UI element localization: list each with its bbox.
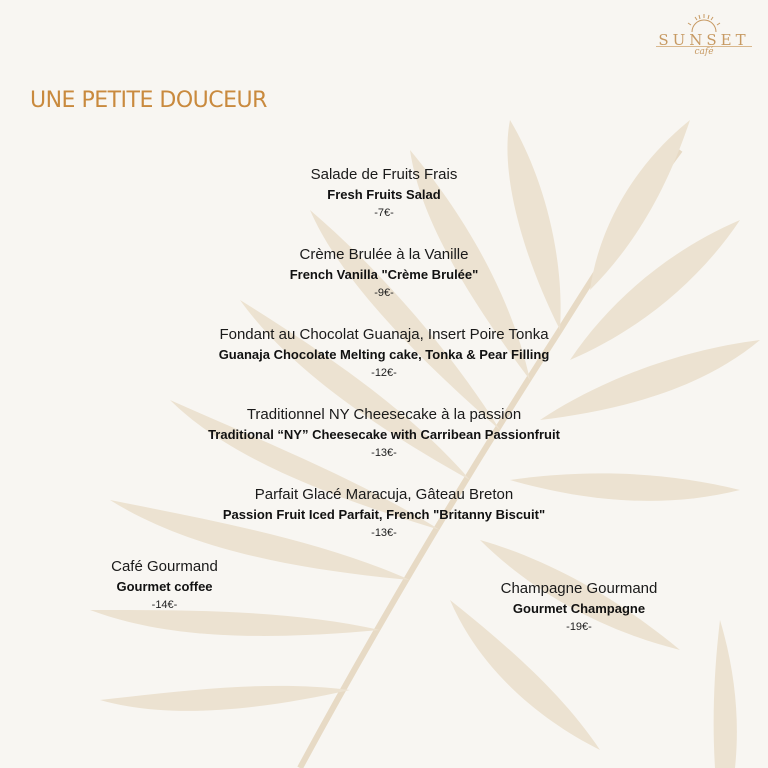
item-name-fr: Salade de Fruits Frais xyxy=(310,166,458,183)
item-name-en: Gourmet Champagne xyxy=(512,601,646,616)
item-name-fr: Fondant au Chocolat Guanaja, Insert Poire Tonka xyxy=(219,326,549,343)
brand-logo xyxy=(654,12,754,72)
menu-item xyxy=(0,164,768,222)
item-price: -9€- xyxy=(374,287,394,299)
item-name-en: Guanaja Chocolate Melting cake, Tonka & Pear Filling xyxy=(218,347,550,362)
brand-name: SUNSET xyxy=(658,31,750,49)
side-menu-items xyxy=(0,556,768,633)
item-price: -14€- xyxy=(151,599,178,611)
menu-item xyxy=(0,324,768,382)
menu-item-champagne-gourmand xyxy=(484,578,674,636)
item-price: -13€- xyxy=(371,447,397,459)
menu-item xyxy=(0,404,768,462)
item-name-fr: Café Gourmand xyxy=(111,558,218,575)
item-price: -12€- xyxy=(371,367,397,379)
menu-item xyxy=(0,244,768,302)
item-name-en: Gourmet coffee xyxy=(116,579,213,594)
item-name-en: Passion Fruit Iced Parfait, French "Britanny Biscuit" xyxy=(222,507,546,522)
menu-item-cafe-gourmand xyxy=(92,556,237,614)
item-name-en: Fresh Fruits Salad xyxy=(327,187,441,202)
item-price: -7€- xyxy=(374,207,394,219)
item-price: -19€- xyxy=(566,621,592,633)
menu-item xyxy=(0,484,768,542)
item-name-en: Traditional “NY” Cheesecake with Carribean Passionfruit xyxy=(208,427,560,442)
item-price: -13€- xyxy=(371,527,397,539)
brand-subtitle: café xyxy=(656,46,752,57)
sun-icon xyxy=(684,12,724,32)
item-name-en: French Vanilla "Crème Brulée" xyxy=(289,267,479,282)
item-name-fr: Crème Brulée à la Vanille xyxy=(299,246,469,263)
menu-list xyxy=(0,164,768,542)
item-name-fr: Champagne Gourmand xyxy=(500,580,658,597)
section-title: UNE PETITE DOUCEUR xyxy=(30,88,267,113)
item-name-fr: Traditionnel NY Cheesecake à la passion xyxy=(246,406,522,423)
item-name-fr: Parfait Glacé Maracuja, Gâteau Breton xyxy=(254,486,514,503)
